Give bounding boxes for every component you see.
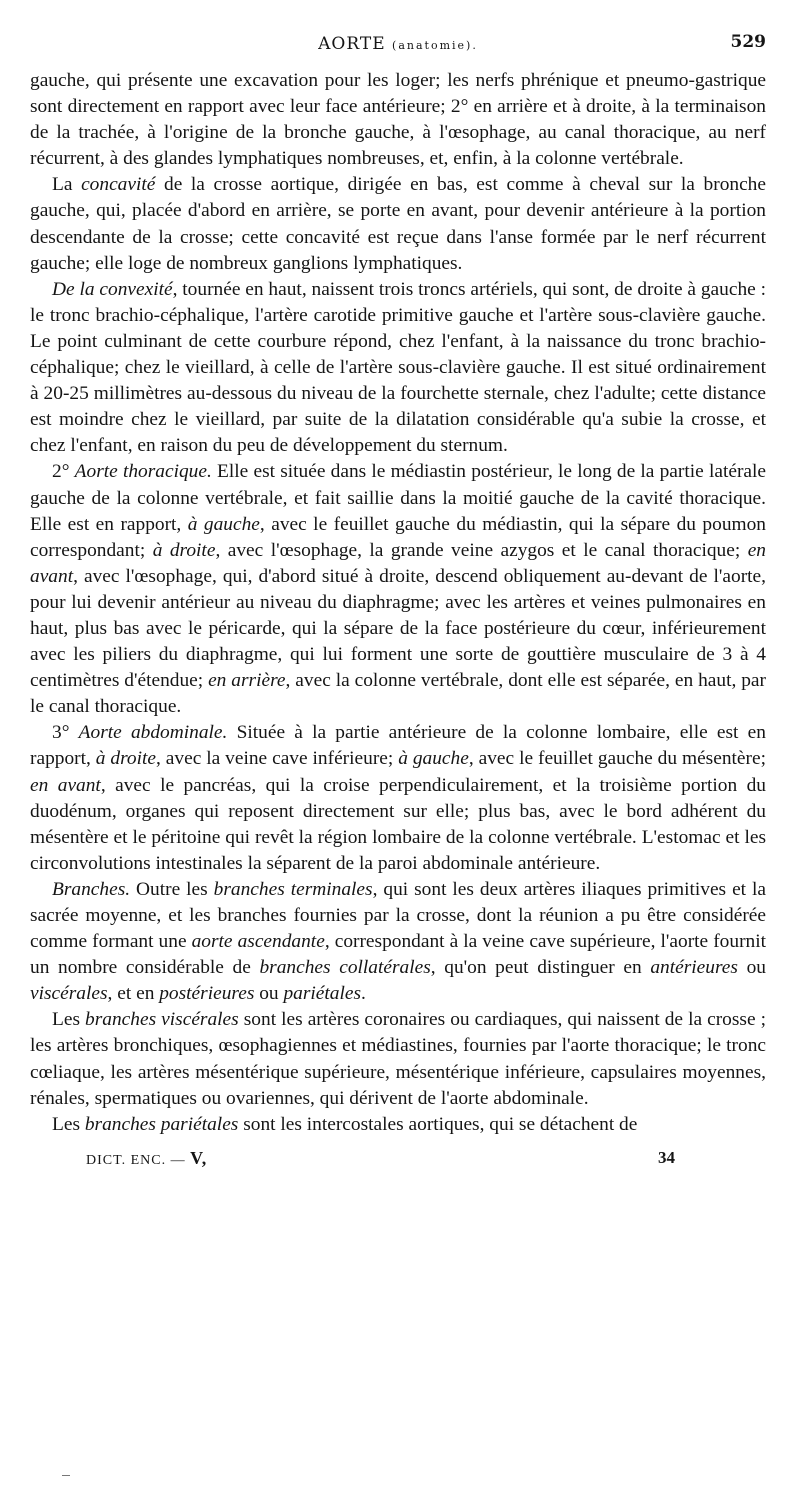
text-run: , qu'on peut distinguer en bbox=[430, 957, 651, 979]
italic-text: à gauche bbox=[398, 748, 469, 770]
text-run: , avec le feuillet gauche du médiastin, qui la sépare du poumon correspondant; bbox=[30, 513, 766, 561]
italic-text: branches terminales bbox=[213, 878, 373, 900]
text-run: , avec l'œsophage, la grande veine azygos et le canal thoracique; bbox=[215, 539, 748, 561]
text-run: gauche, qui présente une excavation pour les loger; les nerfs phrénique et pneumo-gastrique sont directement en rapport avec leur face antérieure; 2° en arrière et à droite, à la terminaison de la trachée, à l'origine de la bronche gauche, à l'œsophage, au canal thoracique, au nerf récurrent, à des glandes lymphatiques nombreuses, et, enfin, à la colonne vertébrale. bbox=[30, 70, 766, 170]
paragraph bbox=[30, 68, 766, 172]
italic-text: aorte ascendante bbox=[191, 931, 325, 953]
italic-text: branches pariétales bbox=[84, 1113, 239, 1135]
italic-text: pariétales bbox=[283, 983, 362, 1005]
text-run: Située à la partie antérieure de la colonne lombaire, elle est en rapport, bbox=[30, 722, 766, 770]
footer-volume: V, bbox=[190, 1147, 208, 1168]
paragraph bbox=[30, 720, 766, 877]
text-run: 3° bbox=[52, 722, 79, 744]
text-run: , correspondant à la veine cave supérieure, l'aorte fournit un nombre considérable de bbox=[30, 931, 766, 979]
footer-sheet-number: 34 bbox=[658, 1147, 675, 1167]
footer-label: DICT. ENC. — bbox=[86, 1152, 186, 1168]
italic-text: en arrière bbox=[208, 670, 286, 692]
document-page bbox=[30, 30, 766, 1172]
header-title bbox=[30, 34, 766, 54]
text-run: Elle est située dans le médiastin postérieur, le long de la partie latérale gauche de la colonne vertébrale, et fait saillie dans la moitié gauche de la cavité thoracique. Elle est en rapport, bbox=[30, 461, 766, 535]
text-run: ou bbox=[254, 983, 284, 1005]
text-run: sont les artères coronaires ou cardiaques, qui naissent de la crosse ; les artères bronchiques, œsophagiennes et médiastines, fournies par l'aorte thoracique; le tronc cœliaque, les artères mésentérique supérieure, mésentérique inférieure, capsulaires moyennes, rénales, spermatiques ou ovariennes, qui dérivent de l'aorte abdominale. bbox=[30, 1009, 766, 1109]
italic-text: De la convexité bbox=[52, 278, 173, 300]
italic-text: postérieures bbox=[159, 983, 255, 1005]
text-run: , avec le feuillet gauche du mésentère; bbox=[468, 748, 766, 770]
footer-signature bbox=[86, 1148, 207, 1169]
italic-text: viscérales bbox=[30, 983, 108, 1005]
text-run: , avec la colonne vertébrale, dont elle est séparée, en haut, par le canal thoracique. bbox=[30, 670, 766, 718]
paragraph bbox=[30, 877, 766, 1007]
page-footer bbox=[30, 1148, 766, 1172]
text-run: , et en bbox=[107, 983, 160, 1005]
text-run: ou bbox=[737, 957, 766, 979]
text-run: , avec le pancréas, qui la croise perpendiculairement, et la troisième portion du duodénum, organes qui reposent directement sur elle; plus bas, avec le bord adhérent du mésentère et le péritoine qui revêt la région lombaire de la colonne vertébrale. L'estomac et les circonvolutions intestinales la séparent de la paroi abdominale antérieure. bbox=[30, 774, 766, 874]
text-run: Les bbox=[52, 1113, 85, 1135]
italic-text: à gauche bbox=[187, 513, 260, 535]
header-title-main: AORTE bbox=[318, 34, 386, 54]
italic-text: en avant bbox=[30, 539, 767, 587]
running-header bbox=[30, 30, 766, 60]
body-text bbox=[30, 68, 766, 1138]
text-run: , qui sont les deux artères iliaques primitives et la sacrée moyenne, et les branches fournies par la crosse, dont la réunion a pu être considérée comme formant une bbox=[30, 878, 767, 953]
text-run: . bbox=[361, 983, 366, 1005]
paragraph bbox=[30, 172, 766, 276]
page-number: 529 bbox=[730, 32, 766, 52]
italic-text: à droite bbox=[152, 539, 216, 561]
italic-text: branches viscérales bbox=[85, 1009, 239, 1031]
italic-text: branches collatérales bbox=[259, 957, 431, 979]
italic-text: à droite bbox=[95, 748, 157, 770]
italic-text: en avant bbox=[30, 774, 101, 796]
italic-text: Aorte abdominale. bbox=[78, 722, 228, 744]
text-run: 2° bbox=[52, 461, 75, 483]
paragraph bbox=[30, 1112, 766, 1138]
text-run: , avec la veine cave inférieure; bbox=[156, 748, 399, 770]
italic-text: antérieures bbox=[650, 957, 738, 979]
paragraph bbox=[30, 1007, 766, 1111]
italic-text: Branches. bbox=[52, 878, 131, 900]
text-run: Les bbox=[52, 1009, 86, 1031]
text-run: sont les intercostales aortiques, qui se détachent de bbox=[238, 1113, 638, 1135]
paragraph bbox=[30, 277, 766, 460]
italic-text: Aorte thoracique. bbox=[74, 461, 212, 483]
text-run: La bbox=[52, 174, 82, 196]
margin-mark bbox=[62, 1475, 70, 1476]
text-run: , avec l'œsophage, qui, d'abord situé à droite, descend obliquement au-devant de l'aorte, pour lui devenir antérieur au niveau du diaphragme; avec les artères et veines pulmonaires en haut, plus bas avec le péricarde, qui la sépare de la face postérieure du cœur, inférieurement avec les piliers du diaphragme, qui lui forment une sorte de gouttière musculaire de 3 à 4 centimètres d'étendue; bbox=[30, 565, 766, 692]
header-title-sub: (anatomie). bbox=[392, 39, 478, 52]
text-run: Outre les bbox=[130, 878, 214, 900]
paragraph bbox=[30, 459, 766, 720]
text-run: , tournée en haut, naissent trois troncs artériels, qui sont, de droite à gauche : le tronc brachio-céphalique, l'artère carotide primitive gauche et l'artère sous-clavière gauche. Le point culminant de cette courbure répond, chez l'enfant, à la naissance du tronc brachio-céphalique; chez le vieillard, à celle de l'artère sous-clavière gauche. Il est situé ordinairement à 20-25 millimètres au-dessous du niveau de la fourchette sternale, chez l'adulte; cette distance est moindre chez le vieillard, par suite de la dilatation considérable qu'a subie la crosse, et chez l'enfant, en raison du peu de développement du sternum. bbox=[30, 278, 766, 457]
text-run: de la crosse aortique, dirigée en bas, est comme à cheval sur la bronche gauche, qui, placée d'abord en arrière, se porte en avant, pour devenir antérieure à la portion descendante de la crosse; cette concavité est reçue dans l'anse formée par le nerf récurrent gauche; elle loge de nombreux ganglions lymphatiques. bbox=[30, 174, 766, 274]
italic-text: concavité bbox=[81, 174, 156, 196]
